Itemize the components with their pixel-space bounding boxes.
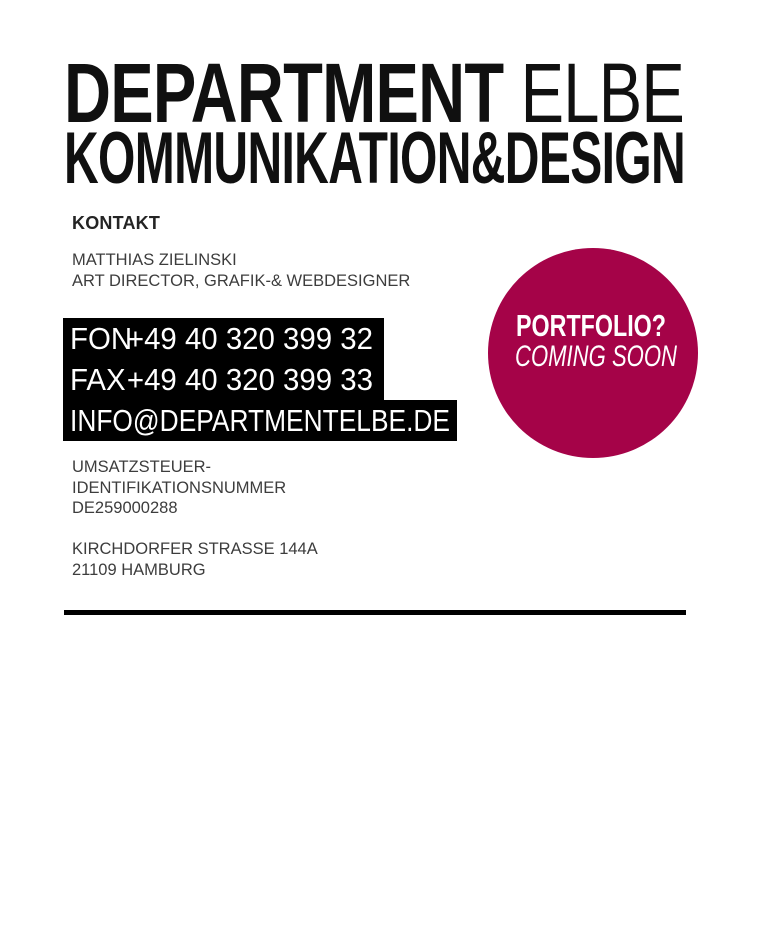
- portfolio-badge-circle: [488, 248, 698, 458]
- portfolio-badge-title: [516, 308, 716, 343]
- portfolio-badge-subtitle: [515, 342, 735, 372]
- address-street: KIRCHDORFER STRASSE 144A: [72, 540, 318, 558]
- logo-department-text: DEPARTMENT: [64, 46, 504, 140]
- vat-line-2: IDENTIFIKATIONSNUMMER: [72, 478, 287, 497]
- portfolio-badge-subtitle-text: COMING SOON: [515, 340, 677, 373]
- fax-row-text: [70, 362, 373, 398]
- fon-row-text: [70, 321, 373, 357]
- email-row[interactable]: [63, 400, 457, 441]
- contact-boxes: [63, 318, 457, 441]
- contact-person-block: [72, 250, 410, 292]
- portfolio-badge-title-text: PORTFOLIO?: [516, 308, 666, 343]
- logo-kommunikation-design-text: KOMMUNIKATION&DESIGN: [64, 118, 685, 199]
- fon-row: [63, 318, 384, 359]
- kontakt-heading: KONTAKT: [72, 213, 161, 233]
- fon-label: FON: [70, 320, 133, 356]
- address-city: 21109 HAMBURG: [72, 560, 206, 579]
- fax-number: +49 40 320 399 33: [126, 361, 373, 397]
- fax-row: [63, 359, 384, 400]
- address-block: [72, 539, 318, 580]
- logo-elbe-text: ELBE: [503, 46, 684, 140]
- contact-name: MATTHIAS ZIELINSKI: [72, 251, 237, 269]
- divider-rule: [64, 610, 686, 615]
- logo-wordmark-line2: [64, 118, 778, 199]
- vat-line-1: UMSATZSTEUER-: [72, 458, 212, 476]
- contact-role: ART DIRECTOR, GRAFIK-& WEBDESIGNER: [72, 272, 411, 290]
- fon-number: +49 40 320 399 32: [126, 320, 373, 356]
- email-address[interactable]: INFO@DEPARTMENTELBE.DE: [70, 402, 450, 438]
- vat-block: [72, 457, 286, 519]
- vat-number: DE259000288: [72, 499, 178, 517]
- fax-label: FAX: [70, 361, 126, 397]
